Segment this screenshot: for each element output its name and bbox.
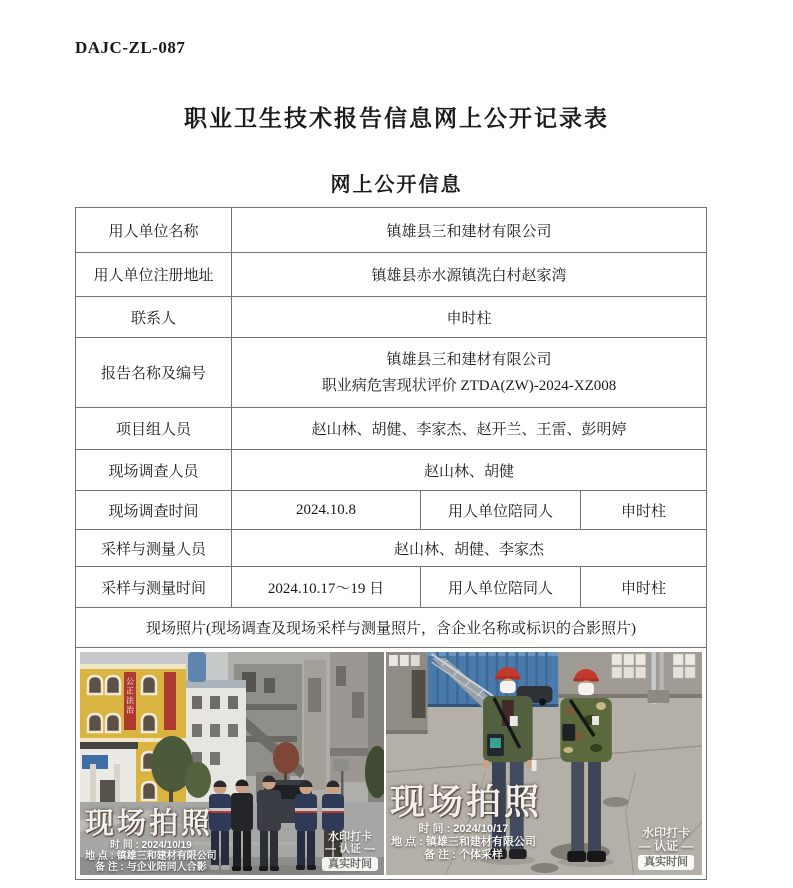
real-time-badge: 真实时间 (638, 855, 694, 870)
project-team-value: 赵山林、胡健、李家杰、赵开兰、王雷、彭明婷 (232, 408, 707, 450)
employer-address-value: 镇雄县赤水源镇洗白村赵家湾 (232, 253, 707, 297)
watermark-title: 现场拍照 (390, 783, 543, 822)
stamp-line2: — 认证 — (324, 843, 376, 855)
watermark-note: 备 注 : 与企业陪同人合影 (95, 862, 207, 873)
report-line2: 职业病危害现状评价 ZTDA(ZW)-2024-XZ008 (321, 377, 617, 394)
watermark-time: 时 间 : 2024/10/19 (109, 840, 192, 851)
section-title: 网上公开信息 (330, 174, 463, 196)
site-photo-left (80, 652, 384, 875)
sampling-time-label: 采样与测量时间 (76, 567, 232, 608)
site-photos (80, 652, 702, 875)
report-value (232, 338, 707, 408)
table-row-employer-address (76, 253, 707, 297)
stamp-line1: 水印打卡 (642, 826, 691, 840)
record-table (75, 207, 707, 880)
sampling-staff-value: 赵山林、胡健、李家杰 (232, 530, 707, 567)
survey-companion-label: 用人单位陪同人 (421, 491, 581, 530)
table-row-photos-caption (76, 608, 707, 648)
survey-time-label: 现场调查时间 (76, 491, 232, 530)
contact-label: 联系人 (76, 297, 232, 338)
photos-cell (76, 648, 707, 880)
watermark-info (85, 840, 217, 873)
report-label: 报告名称及编号 (76, 338, 232, 408)
project-team-label: 项目组人员 (76, 408, 232, 450)
table-row-sampling-staff (76, 530, 707, 567)
watermark-title: 现场拍照 (85, 808, 214, 840)
real-time-badge: 真实时间 (322, 857, 378, 871)
employer-address-label: 用人单位注册地址 (76, 253, 232, 297)
watermark-location: 地 点 : 镇雄三和建材有限公司 (85, 851, 217, 862)
survey-staff-value: 赵山林、胡健 (232, 450, 707, 491)
employer-name-label: 用人单位名称 (76, 208, 232, 253)
contact-value: 申时柱 (232, 297, 707, 338)
site-photo-right (386, 652, 702, 875)
watermark-stamp (638, 827, 694, 870)
table-row-survey-staff (76, 450, 707, 491)
table-row-project-team (76, 408, 707, 450)
survey-companion-name: 申时柱 (581, 491, 707, 530)
table-row-employer-name (76, 208, 707, 253)
sampling-staff-label: 采样与测量人员 (76, 530, 232, 567)
watermark-time: 时 间 : 2024/10/17 (418, 823, 509, 835)
banner-text: 公正法治 (125, 677, 135, 715)
blue-tank (188, 652, 206, 682)
report-line1: 镇雄县三和建材有限公司 (386, 351, 552, 368)
table-row-contact (76, 297, 707, 338)
stamp-line1: 水印打卡 (328, 831, 372, 843)
table-row-photos (76, 648, 707, 880)
sampling-companion-label: 用人单位陪同人 (421, 567, 581, 608)
watermark-location: 地 点 : 镇雄三和建材有限公司 (391, 836, 536, 848)
sampling-companion-name: 申时柱 (581, 567, 707, 608)
employer-name-value: 镇雄县三和建材有限公司 (232, 208, 707, 253)
watermark-stamp (322, 831, 378, 871)
red-banner-2 (164, 672, 176, 730)
concrete-wall-left (386, 652, 428, 734)
table-row-sampling-time (76, 567, 707, 608)
stamp-line2: — 认证 — (638, 839, 694, 853)
watermark-note: 备 注 : 个体采样 (424, 849, 503, 861)
watermark-info (391, 823, 536, 862)
doc-code: DAJC-ZL-087 (75, 38, 186, 57)
sampling-time-value: 2024.10.17～19 日 (232, 567, 421, 608)
survey-time-value: 2024.10.8 (232, 491, 421, 530)
table-row-survey-time (76, 491, 707, 530)
page-title: 职业卫生技术报告信息网上公开记录表 (184, 106, 609, 131)
survey-staff-label: 现场调查人员 (76, 450, 232, 491)
photos-caption: 现场照片(现场调查及现场采样与测量照片，含企业名称或标识的合影照片) (76, 608, 707, 648)
table-row-report (76, 338, 707, 408)
